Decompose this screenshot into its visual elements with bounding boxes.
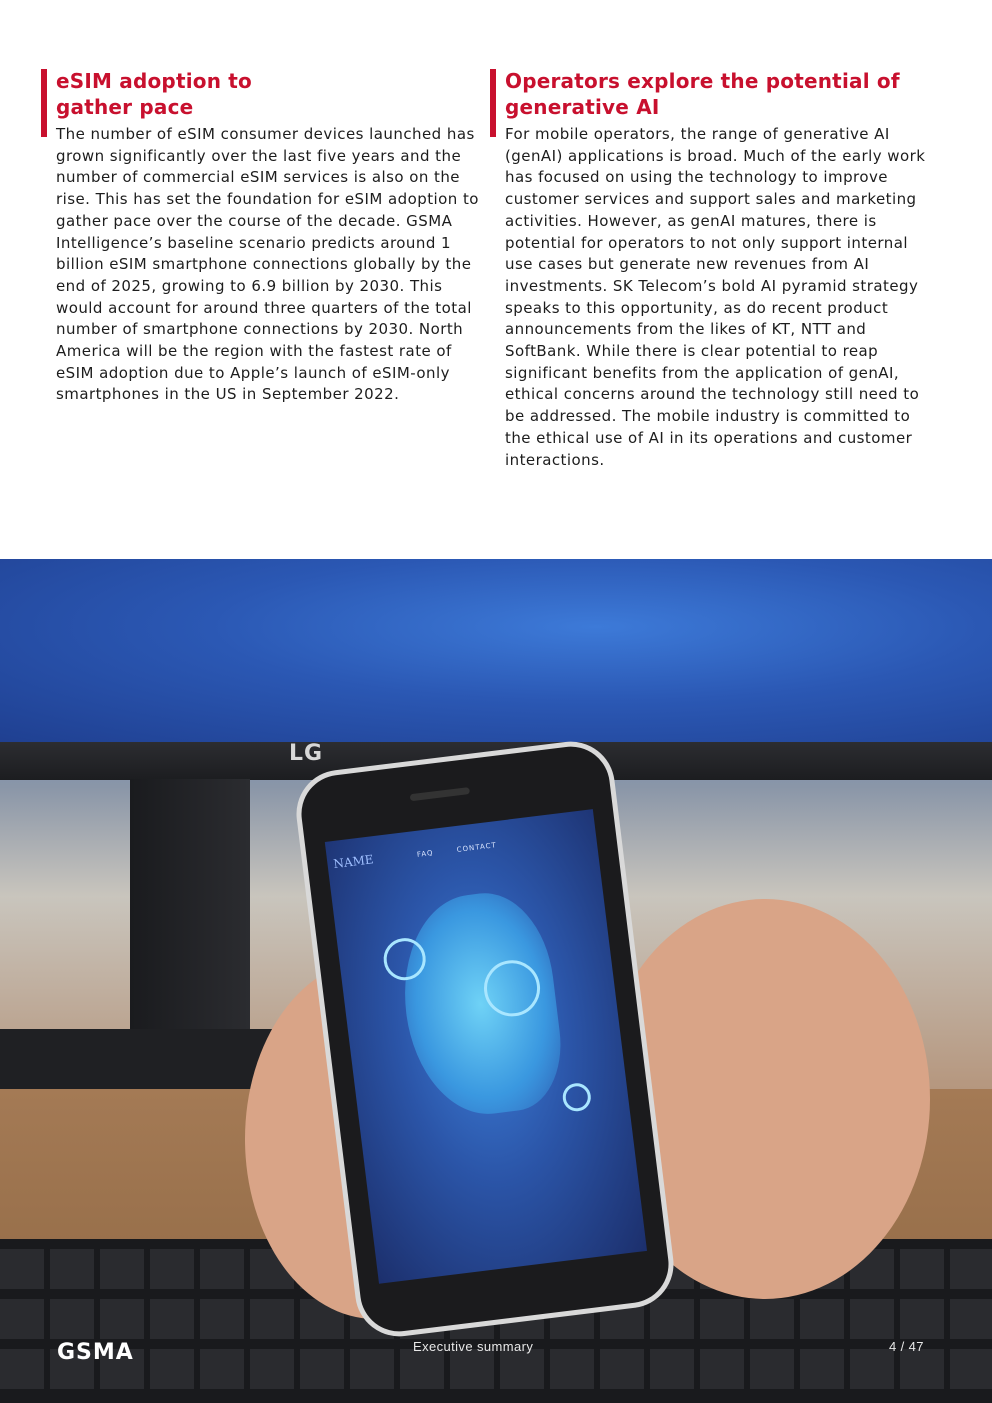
ai-ring: [561, 1082, 592, 1113]
phone-speaker: [410, 787, 470, 801]
smartphone: [291, 737, 678, 1342]
hero-photo: [0, 559, 992, 1403]
phone-ui-faq: FAQ: [416, 848, 434, 859]
phone-ui-contact: CONTACT: [456, 841, 498, 855]
phone-ui-name: NAME: [332, 852, 375, 872]
page-number: 4 / 47: [889, 1339, 924, 1354]
gsma-logo: GSMA: [57, 1340, 134, 1365]
section-body: For mobile operators, the range of generative AI (genAI) applications is broad. Much of the early work has focused on using the technology to improve customer services and support sales and marketing activities. However, as genAI matures, there is potential for operators to not only support internal use cases but generate new revenues from AI investments. SK Telecom’s bold AI pyramid strategy speaks to this opportunity, as do recent product announcements from the likes of KT, NTT and SoftBank. While there is clear potential to reap significant benefits from the application of genAI, ethical concerns around the technology still need to be addressed. The mobile industry is committed to the ethical use of AI in its operations and customer interactions.: [505, 125, 926, 469]
section-heading: eSIM adoption to gather pace: [56, 69, 253, 119]
monitor-screen: [0, 559, 992, 744]
section-heading: Operators explore the potential of generative AI: [505, 69, 900, 119]
ai-head-graphic: [393, 886, 569, 1123]
phone-screen: [325, 809, 647, 1284]
section-genai: [490, 68, 938, 471]
footer-section-title: Executive summary: [413, 1339, 534, 1354]
section-body: The number of eSIM consumer devices launched has grown significantly over the last five years and the number of commercial eSIM services is also on the rise. This has set the foundation for eSIM adoption to gather pace over the course of the decade. GSMA Intelligence’s baseline scenario predicts around 1 billion eSIM smartphone connections globally by the end of 2025, growing to 6.9 billion by 2030. This would account for around three quarters of the total number of smartphone connections by 2030. North America will be the region with the fastest rate of eSIM adoption due to Apple’s launch of eSIM-only smartphones in the US in September 2022.: [56, 125, 479, 404]
accent-bar: [490, 69, 496, 137]
accent-bar: [41, 69, 47, 137]
section-esim: [41, 68, 486, 406]
monitor-logo: LG: [289, 741, 324, 766]
